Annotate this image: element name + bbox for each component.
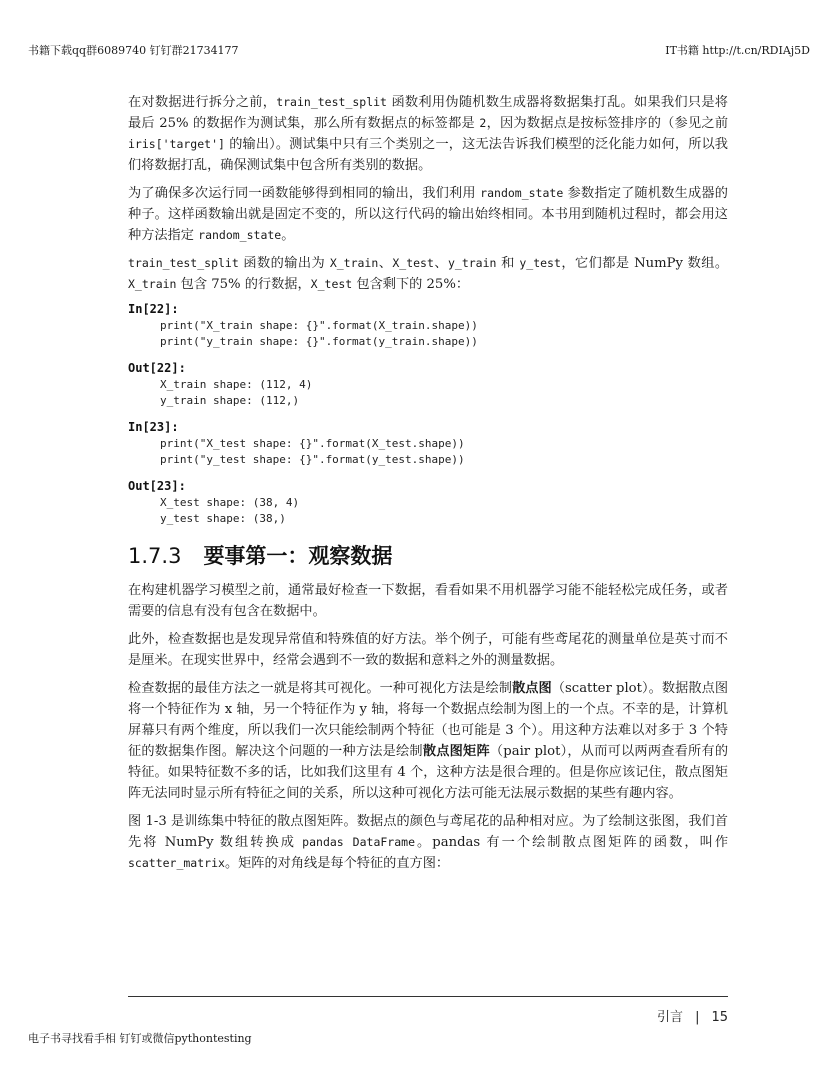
section-number: 1.7.3 bbox=[128, 544, 182, 568]
footer-rule bbox=[128, 996, 728, 997]
code-block: print("X_test shape: {}".format(X_test.shape)) print("y_test shape: {}".format(y_test.shape)) bbox=[160, 437, 465, 466]
code-cell-out-23 bbox=[128, 479, 728, 526]
header-right-note: IT书籍 http://t.cn/RDIAj5D bbox=[665, 44, 810, 57]
code-block: print("X_train shape: {}".format(X_train.shape)) print("y_train shape: {}".format(y_train.shape)) bbox=[160, 319, 478, 348]
cell-label: Out[22]: bbox=[128, 361, 186, 375]
code-cell-in-23 bbox=[128, 420, 728, 467]
footer-left-note: 电子书寻找看手相 钉钉或微信pythontesting bbox=[28, 1032, 252, 1045]
paragraph-shuffle: 在对数据进行拆分之前，train_test_split 函数利用伪随机数生成器将数据集打乱。如果我们只是将最后 25% 的数据作为测试集，那么所有数据点的标签都是 2，因为数据点是按标签排序的（参见之前 iris['target'] 的输出）。测试集中只有三个类别之一，这无法告诉我们模型的泛化能力如何，所以我们将数据打乱，确保测试集中包含所有类别的数据。 bbox=[128, 95, 729, 173]
cell-label: In[23]: bbox=[128, 420, 179, 434]
paragraph-check-data: 在构建机器学习模型之前，通常最好检查一下数据，看看如果不用机器学习能不能轻松完成任务，或者需要的信息有没有包含在数据中。 bbox=[128, 583, 728, 619]
code-cell-out-22 bbox=[128, 361, 728, 408]
page-number: 15 bbox=[711, 1010, 728, 1025]
cell-label: Out[23]: bbox=[128, 479, 186, 493]
section-heading bbox=[128, 540, 728, 570]
code-cell-in-22 bbox=[128, 302, 728, 349]
header-left-note: 书籍下载qq群6089740 钉钉群21734177 bbox=[28, 44, 239, 57]
code-block: X_test shape: (38, 4) y_test shape: (38,) bbox=[160, 496, 300, 525]
cell-label: In[22]: bbox=[128, 302, 179, 316]
page-content bbox=[128, 92, 728, 881]
paragraph-split-output: train_test_split 函数的输出为 X_train、X_test、y_train 和 y_test，它们都是 NumPy 数组。X_train 包含 75% 的行数据，X_test 包含剩下的 25%： bbox=[128, 256, 729, 292]
paragraph-random-state: 为了确保多次运行同一函数能够得到相同的输出，我们利用 random_state 参数指定了随机数生成器的种子。这样函数输出就是固定不变的，所以这行代码的输出始终相同。本书用到随机过程时，都会用这种方法指定 random_state。 bbox=[128, 186, 728, 243]
paragraph-outliers: 此外，检查数据也是发现异常值和特殊值的好方法。举个例子，可能有些鸢尾花的测量单位是英寸而不是厘米。在现实世界中，经常会遇到不一致的数据和意料之外的测量数据。 bbox=[128, 632, 728, 668]
paragraph-visualization: 检查数据的最佳方法之一就是将其可视化。一种可视化方法是绘制散点图（scatter plot）。数据散点图将一个特征作为 x 轴，另一个特征作为 y 轴，将每一个数据点绘制为图上的一个点。不幸的是，计算机屏幕只有两个维度，所以我们一次只能绘制两个特征（也可能是 3 个）。用这种方法难以对多于 3 个特征的数据集作图。解决这个问题的一种方法是绘制散点图矩阵（pair plot），从而可以两两查看所有的特征。如果特征数不多的话，比如我们这里有 4 个，这种方法是很合理的。但是你应该记住，散点图矩阵无法同时显示所有特征之间的关系，所以这种可视化方法可能无法展示数据的某些有趣内容。 bbox=[128, 681, 729, 801]
chapter-name: 引言 bbox=[657, 1010, 684, 1025]
section-title: 要事第一：观察数据 bbox=[203, 544, 393, 568]
page-footer bbox=[657, 1006, 728, 1025]
paragraph-figure-1-3: 图 1-3 是训练集中特征的散点图矩阵。数据点的颜色与鸢尾花的品种相对应。为了绘制这张图，我们首先将 NumPy 数组转换成 pandas DataFrame。pandas 有一个绘制散点图矩阵的函数，叫作 scatter_matrix。矩阵的对角线是每个特征的直方图： bbox=[128, 814, 729, 871]
code-block: X_train shape: (112, 4) y_train shape: (112,) bbox=[160, 378, 313, 407]
footer-separator: | bbox=[695, 1010, 700, 1025]
